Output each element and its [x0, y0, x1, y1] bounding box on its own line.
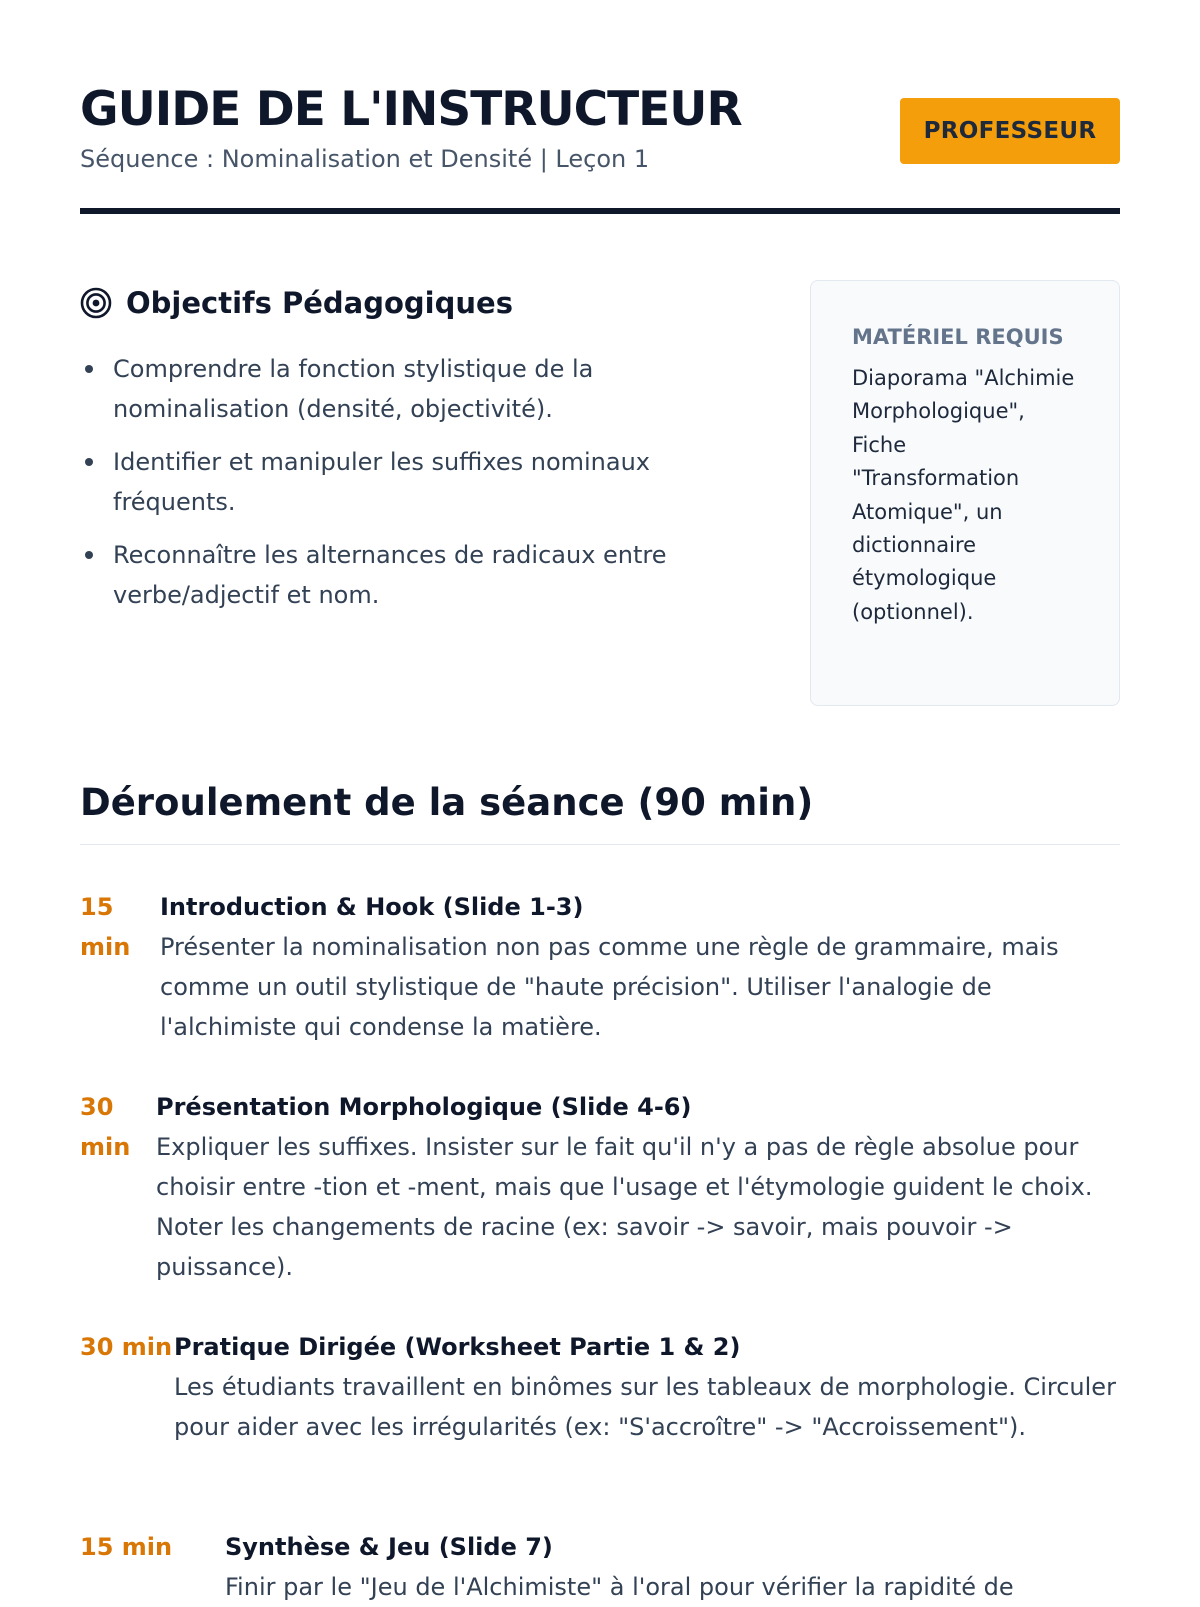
- page-header: [80, 82, 1120, 214]
- header-divider: [80, 208, 1120, 214]
- materials-text: Diaporama "Alchimie Morphologique", Fiche "Transformation Atomique", un dictionnaire étymologique (optionnel).: [852, 366, 1075, 624]
- step-body: [174, 1327, 1120, 1447]
- role-badge: PROFESSEUR: [900, 98, 1120, 164]
- objectives-heading: [80, 283, 720, 323]
- step-body: [156, 1087, 1120, 1287]
- objectives-list: [80, 349, 720, 615]
- timeline-divider: [80, 844, 1120, 845]
- step-title: Introduction & Hook (Slide 1-3): [160, 893, 584, 921]
- step-description: Présenter la nominalisation non pas comme une règle de grammaire, mais comme un outil stylistique de "haute précision". Utiliser l'analogie de l'alchimiste qui condense la matière.: [160, 933, 1059, 1041]
- step-duration: 15 min: [80, 1533, 173, 1561]
- step-title: Présentation Morphologique (Slide 4-6): [156, 1093, 692, 1121]
- step-body: [225, 1527, 1120, 1607]
- bullet-icon: [85, 551, 93, 559]
- list-item: [80, 349, 720, 429]
- step-description: Finir par le "Jeu de l'Alchimiste" à l'oral pour vérifier la rapidité de: [225, 1573, 1014, 1601]
- step-duration: 30 min: [80, 1093, 131, 1161]
- step-title: Synthèse & Jeu (Slide 7): [225, 1533, 553, 1561]
- materials-box: [810, 280, 1120, 706]
- step-title: Pratique Dirigée (Worksheet Partie 1 & 2): [174, 1333, 741, 1361]
- bullet-icon: [85, 458, 93, 466]
- step-body: [160, 887, 1120, 1047]
- objective-text: Identifier et manipuler les suffixes nominaux fréquents.: [113, 448, 651, 516]
- objective-text: Reconnaître les alternances de radicaux entre verbe/adjectif et nom.: [113, 541, 667, 609]
- timeline-heading: Déroulement de la séance (90 min): [80, 781, 814, 824]
- list-item: [80, 442, 720, 522]
- step-description: Expliquer les suffixes. Insister sur le fait qu'il n'y a pas de règle absolue pour choisir entre -tion et -ment, mais que l'usage et l'étymologie guident le choix. Noter les changements de racine (ex: savoir -> savoir, mais pouvoir -> puissance).: [156, 1133, 1093, 1281]
- bullet-icon: [85, 365, 93, 373]
- target-icon: [80, 287, 112, 319]
- page-subtitle: Séquence : Nominalisation et Densité | Leçon 1: [80, 145, 650, 173]
- timeline-step: [80, 1087, 1120, 1287]
- timeline-step: [80, 1327, 1120, 1447]
- page-title: GUIDE DE L'INSTRUCTEUR: [80, 82, 742, 137]
- objective-text: Comprendre la fonction stylistique de la nominalisation (densité, objectivité).: [113, 355, 594, 423]
- list-item: [80, 535, 720, 615]
- step-duration: 15 min: [80, 893, 131, 961]
- timeline-step: [80, 887, 1120, 1047]
- step-description: Les étudiants travaillent en binômes sur les tableaux de morphologie. Circuler pour aider avec les irrégularités (ex: "S'accroître" -> "Accroissement").: [174, 1373, 1116, 1441]
- step-duration: 30 min: [80, 1333, 173, 1361]
- timeline-step: [80, 1527, 1120, 1607]
- objectives-section: [80, 283, 720, 628]
- materials-label: MATÉRIEL REQUIS: [852, 325, 1064, 349]
- objectives-heading-text: Objectifs Pédagogiques: [126, 286, 513, 320]
